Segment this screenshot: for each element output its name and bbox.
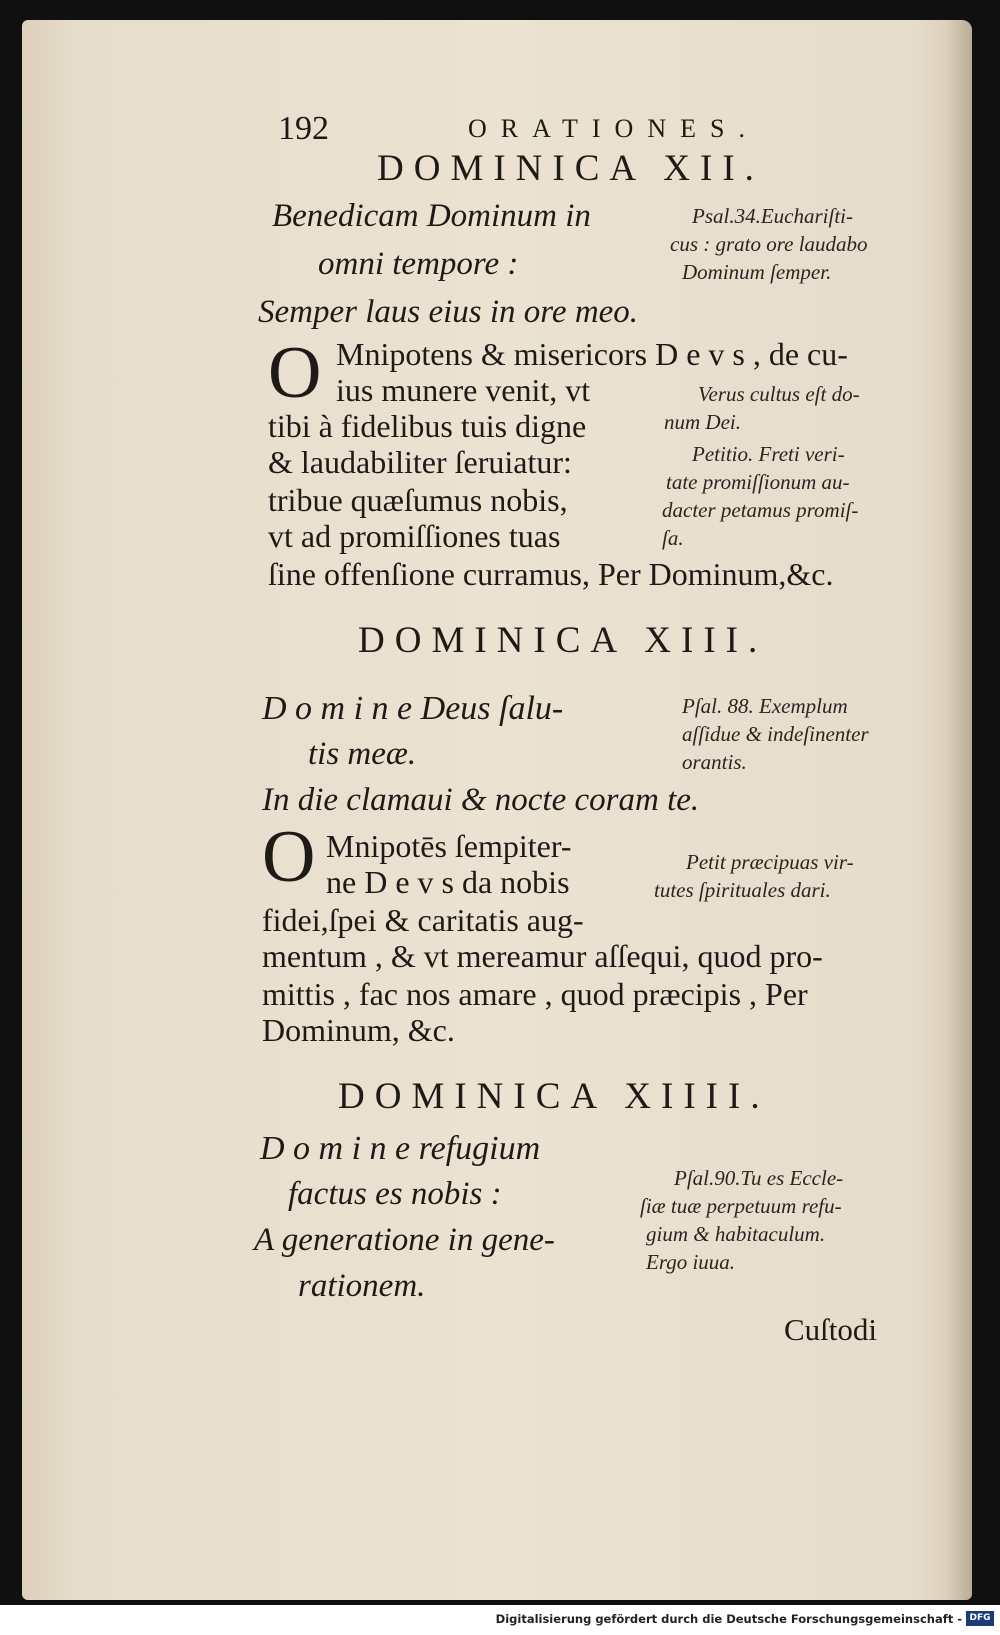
prayer-line: fidei,ſpei & caritatis aug- xyxy=(262,902,584,938)
section-heading: DOMINICA XIII. xyxy=(358,620,768,661)
margin-note: dacter petamus promiſ- xyxy=(662,498,859,522)
verse-line: D o m i n e refugium xyxy=(260,1130,541,1167)
margin-note: Petitio. Freti veri- xyxy=(692,442,845,466)
margin-note: Ergo iuua. xyxy=(646,1250,736,1274)
drop-capital: O xyxy=(268,332,322,414)
margin-note: Dominum ſemper. xyxy=(682,260,832,284)
prayer-line: Mnipotens & misericors D e v s , de cu- xyxy=(336,336,848,372)
margin-note: tate promiſſionum au- xyxy=(666,470,850,494)
dfg-logo-icon: DFG xyxy=(966,1611,994,1626)
margin-note: Psal.34.Euchariſti- xyxy=(692,204,853,228)
prayer-line: mittis , fac nos amare , quod præcipis , Per xyxy=(262,976,808,1012)
margin-note: Verus cultus eſt do- xyxy=(698,382,860,406)
margin-note: cus : grato ore laudabo xyxy=(670,232,868,256)
page-edge-shadow xyxy=(946,20,972,1600)
margin-note: num Dei. xyxy=(664,410,741,434)
footer-credit: Digitalisierung gefördert durch die Deutsche Forschungsgemeinschaft - xyxy=(495,1612,962,1626)
prayer-line: Mnipotēs ſempiter- xyxy=(326,828,572,864)
margin-note: Petit præcipuas vir- xyxy=(686,850,854,874)
page-number: 192 xyxy=(278,110,329,147)
prayer-line: tribue quæſumus nobis, xyxy=(268,482,568,518)
margin-note: gium & habitaculum. xyxy=(646,1222,826,1246)
verse-line: rationem. xyxy=(298,1268,426,1304)
prayer-line: mentum , & vt mereamur aſſequi, quod pro- xyxy=(262,938,823,974)
verse-line: factus es nobis : xyxy=(288,1176,502,1212)
prayer-line: ne D e v s da nobis xyxy=(326,864,570,900)
section-heading: DOMINICA XII. xyxy=(377,148,764,189)
verse-line: Benedicam Dominum in xyxy=(272,198,591,234)
prayer-line: ſine offenſione curramus, Per Dominum,&c. xyxy=(268,556,834,592)
verse-line: In die clamaui & nocte coram te. xyxy=(262,782,700,818)
section-heading: DOMINICA XIIII. xyxy=(338,1076,770,1117)
prayer-line: ius munere venit, vt xyxy=(336,372,591,408)
margin-note: orantis. xyxy=(682,750,747,774)
book-page xyxy=(22,20,972,1600)
margin-note: Pſal. 88. Exemplum xyxy=(682,694,848,718)
margin-note: ſiæ tuæ perpetuum refu- xyxy=(640,1194,842,1218)
drop-capital: O xyxy=(262,816,316,898)
margin-note: aſſidue & indeſinenter xyxy=(682,722,869,746)
catchword: Cuſtodi xyxy=(784,1312,878,1347)
prayer-line: tibi à fidelibus tuis digne xyxy=(268,408,587,444)
margin-note: tutes ſpirituales dari. xyxy=(654,878,831,902)
running-title: ORATIONES. xyxy=(468,114,759,143)
margin-note: ſa. xyxy=(662,526,684,550)
prayer-line: Dominum, &c. xyxy=(262,1012,455,1048)
verse-line: tis meæ. xyxy=(308,736,417,772)
verse-line: omni tempore : xyxy=(318,246,519,282)
verse-line: A generatione in gene- xyxy=(254,1222,555,1258)
verse-line: Semper laus eius in ore meo. xyxy=(258,294,639,330)
verse-line: D o m i n e Deus ſalu- xyxy=(262,690,564,727)
digitization-footer xyxy=(0,1605,1000,1635)
prayer-line: vt ad promiſſiones tuas xyxy=(268,518,561,554)
prayer-line: & laudabiliter ſeruiatur: xyxy=(268,444,572,480)
margin-note: Pſal.90.Tu es Eccle- xyxy=(674,1166,844,1190)
